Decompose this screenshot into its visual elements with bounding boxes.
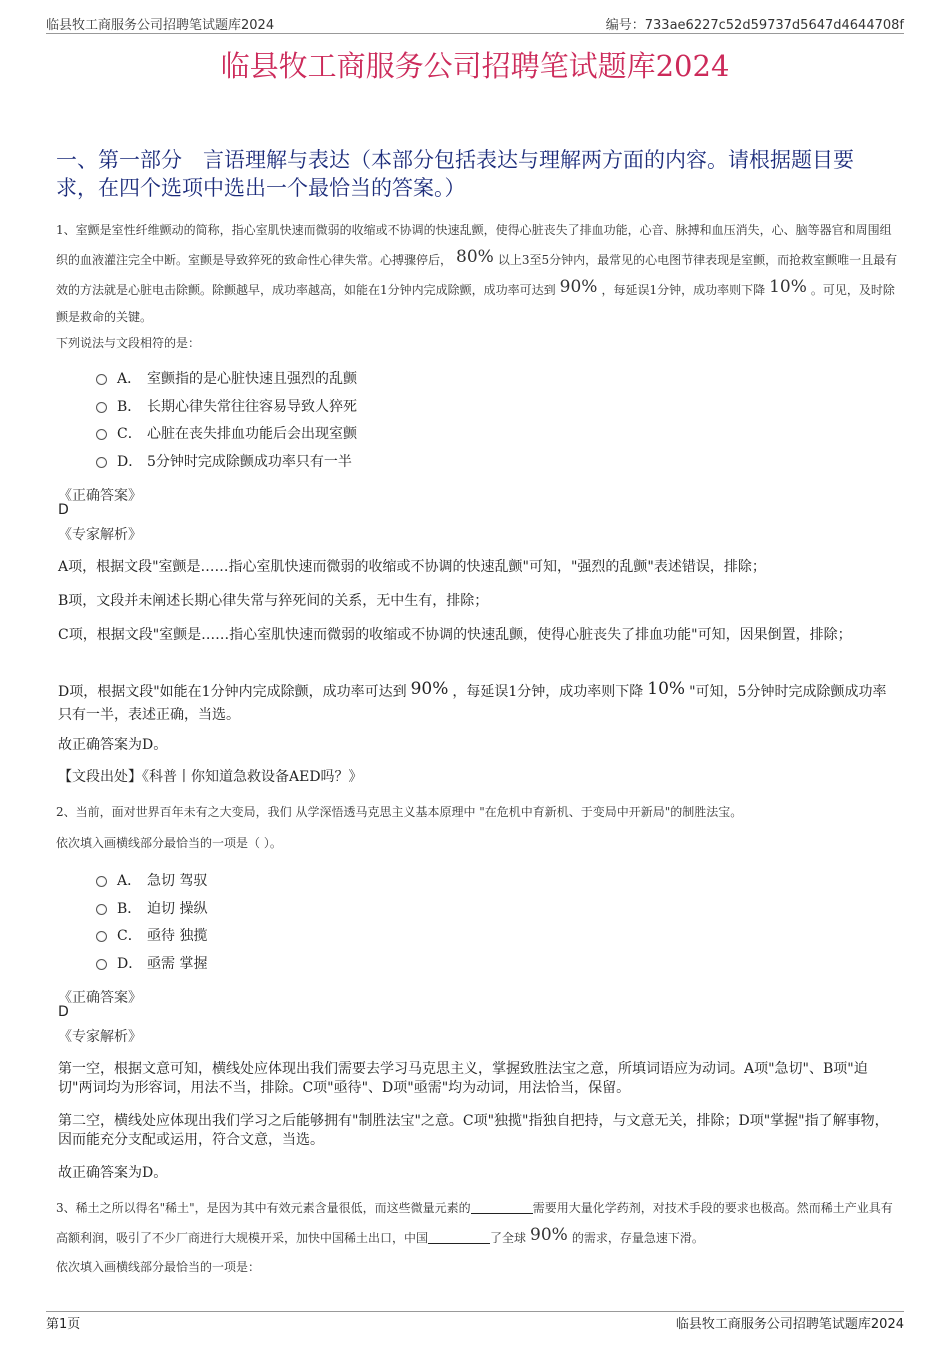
analysis-pct-90: 90% — [410, 679, 449, 699]
radio-button[interactable] — [96, 457, 107, 468]
analysis-blank-2: 第二空，横线处应体现出我们学习之后能够拥有"制胜法宝"之意。C项"独揽"指独自把持，与文意无关，排除；D项"掌握"指了解事物，因而能充分支配或运用，符合文意，当选。 — [58, 1113, 889, 1148]
page-header — [46, 14, 904, 34]
question-1-passage — [56, 217, 902, 331]
radio-button[interactable] — [96, 876, 107, 887]
analysis-d: D项，根据文段"如能在1分钟内完成除颤，成功率可达到 90% ，每延误1分钟，成功率则下降 10% "可知，5分钟时完成除颤成功率只有一半，表述正确，当选。 — [58, 679, 887, 723]
page-number: 第1页 — [46, 1317, 81, 1332]
radio-button[interactable] — [96, 959, 107, 970]
question-1-prompt: 下列说法与文段相符的是： — [56, 336, 201, 350]
q1-text-b: 以上3至5分钟内，最常见的心电图节律表现是室颤，而抢救室颤唯一且最有效的方法就是心脏电击除颤。除颤越早，成功率越高，如能在1分钟内完成除颤，成功率可达到 — [56, 253, 898, 297]
conclusion: 故正确答案为D。 — [58, 737, 168, 753]
analysis-b: B项，文段并未阐述长期心律失常与猝死间的关系，无中生有，排除； — [58, 593, 489, 609]
option-c[interactable]: C． 亟待 独揽 — [96, 923, 207, 951]
section-heading: 一、第一部分 言语理解与表达（本部分包括表达与理解两方面的内容。请根据题目要求，在四个选项中选出一个最恰当的答案。） — [56, 148, 854, 200]
analysis-a: A项，根据文段"室颤是……指心室肌快速而微弱的收缩或不协调的快速乱颤"可知，"强烈的乱颤"表述错误，排除； — [58, 559, 766, 575]
option-a[interactable]: A． 室颤指的是心脏快速且强烈的乱颤 — [96, 366, 357, 394]
option-c[interactable]: C． 心脏在丧失排血功能后会出现室颤 — [96, 421, 357, 449]
q1-text-a: 1、室颤是室性纤维颤动的简称，指心室肌快速而微弱的收缩或不协调的快速乱颤，使得心脏丧失了排血功能，心音、脉搏和血压消失，心、脑等器官和周围组织的血液灌注完全中断。室颤是导致猝死的致命性心律失常。心搏骤停后， — [56, 223, 892, 267]
analysis-label: 《专家解析》 — [58, 1029, 142, 1045]
question-2-prompt: 依次填入画横线部分最恰当的一项是（ ）。 — [56, 836, 282, 850]
header-divider — [46, 33, 904, 34]
blank-2 — [428, 1231, 490, 1244]
question-2-options — [96, 868, 207, 978]
page-footer — [46, 1313, 904, 1332]
analysis-c: C项，根据文段"室颤是……指心室肌快速而微弱的收缩或不协调的快速乱颤，使得心脏丧失了排血功能"可知，因果倒置，排除； — [58, 627, 852, 643]
q1-text-d: 。可见，及时除颤是救命的关键。 — [56, 283, 895, 324]
radio-button[interactable] — [96, 374, 107, 385]
radio-button[interactable] — [96, 429, 107, 440]
header-doc-id: 编号：733ae6227c52d59737d5647d4644708f — [605, 18, 904, 33]
q1-pct-90: 90% — [559, 277, 598, 297]
option-d[interactable]: D． 亟需 掌握 — [96, 951, 207, 979]
source-note: 【文段出处】《科普丨你知道急救设备AED吗？》 — [58, 769, 363, 785]
footer-doc-title: 临县牧工商服务公司招聘笔试题库2024 — [675, 1317, 904, 1332]
q1-text-c: ，每延误1分钟，成功率则下降 — [601, 283, 766, 297]
question-3-prompt: 依次填入画横线部分最恰当的一项是： — [56, 1260, 261, 1274]
answer-value: D — [58, 1004, 69, 1020]
option-b[interactable]: B． 迫切 操纵 — [96, 896, 207, 924]
answer-label: 《正确答案》 — [58, 990, 142, 1006]
page-title: 临县牧工商服务公司招聘笔试题库2024 — [220, 49, 730, 83]
question-2-text: 2、当前，面对世界百年未有之大变局，我们 从学深悟透马克思主义基本原理中 "在危机中育新机、于变局中开新局"的制胜法宝。 — [56, 805, 743, 819]
answer-value: D — [58, 502, 69, 518]
analysis-blank-1: 第一空，根据文意可知，横线处应体现出我们需要去学习马克思主义，掌握致胜法宝之意，所填词语应为动词。A项"急切"、B项"迫切"两词均为形容词，用法不当，排除。C项"亟待"、D项"亟需"均为动词，用法恰当，保留。 — [58, 1061, 868, 1096]
analysis-label: 《专家解析》 — [58, 527, 142, 543]
option-b[interactable]: B． 长期心律失常往往容易导致人猝死 — [96, 394, 357, 422]
blank-1 — [471, 1201, 533, 1214]
question-3-text: 3、稀土之所以得名"稀土"，是因为其中有效元素含量很低，而这些微量元素的 需要用大量化学药剂，对技术手段的要求也极高。然而稀土产业具有高额利润，吸引了不少厂商进行大规模开采，加快中国稀土出口，中国 了全球 90% 的需求，存量急速下滑。 — [56, 1201, 893, 1245]
header-doc-title: 临县牧工商服务公司招聘笔试题库2024 — [46, 18, 275, 33]
option-a[interactable]: A． 急切 驾驭 — [96, 868, 207, 896]
radio-button[interactable] — [96, 931, 107, 942]
analysis-pct-10: 10% — [647, 679, 686, 699]
q3-pct-90: 90% — [530, 1225, 568, 1245]
footer-divider — [46, 1311, 904, 1312]
conclusion: 故正确答案为D。 — [58, 1165, 168, 1181]
option-d[interactable]: D． 5分钟时完成除颤成功率只有一半 — [96, 449, 357, 477]
q1-pct-80: 80% — [456, 247, 494, 267]
radio-button[interactable] — [96, 904, 107, 915]
question-1-options — [96, 366, 357, 476]
q1-pct-10: 10% — [769, 277, 807, 297]
radio-button[interactable] — [96, 402, 107, 413]
answer-label: 《正确答案》 — [58, 488, 142, 504]
